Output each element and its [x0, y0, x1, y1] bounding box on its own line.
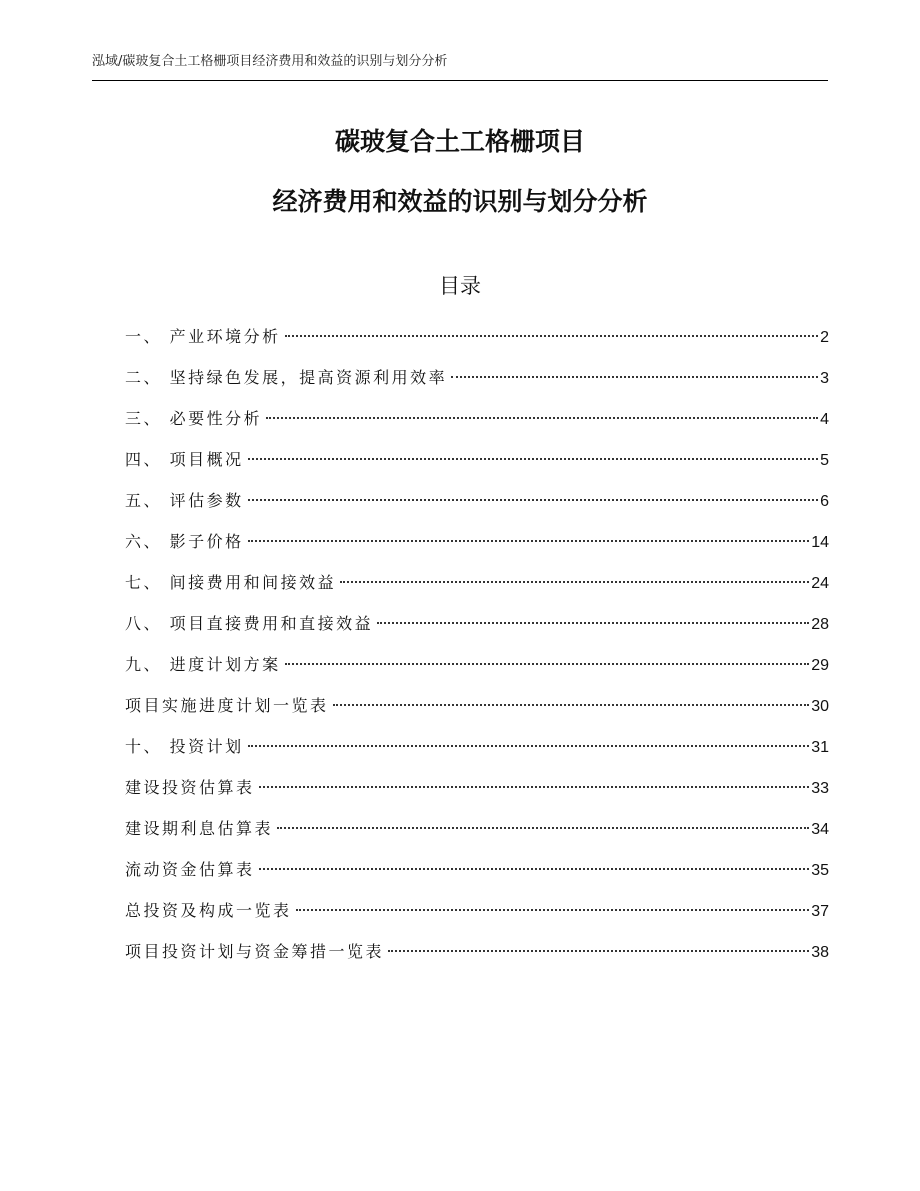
toc-entry-page: 37 [811, 903, 829, 920]
toc-entry[interactable] [125, 691, 829, 732]
toc-dot-leader [285, 663, 810, 665]
toc-entry-page: 5 [820, 452, 829, 469]
toc-entry-page: 33 [811, 780, 829, 797]
toc-dot-leader [377, 622, 809, 624]
toc-entry[interactable] [125, 773, 829, 814]
toc-dot-leader [248, 745, 810, 747]
toc-entry-label: 七、 间接费用和间接效益 [125, 573, 337, 592]
toc-entry-label: 项目投资计划与资金筹措一览表 [125, 942, 385, 961]
toc-entry[interactable] [125, 855, 829, 896]
toc-entry-page: 31 [811, 739, 829, 756]
toc-dot-leader [259, 786, 810, 788]
toc-heading: 目录 [439, 274, 481, 298]
toc-entry-label: 一、 产业环境分析 [125, 327, 281, 346]
document-title-line-2: 经济费用和效益的识别与划分分析 [272, 187, 648, 216]
toc-entry[interactable] [125, 937, 829, 978]
toc-entry[interactable] [125, 445, 829, 486]
toc-dot-leader [259, 868, 810, 870]
toc-entry-label: 六、 影子价格 [125, 532, 244, 551]
toc-dot-leader [333, 704, 810, 706]
toc-entry-page: 35 [811, 862, 829, 879]
toc-dot-leader [248, 540, 810, 542]
toc-entry-page: 28 [811, 616, 829, 633]
toc-dot-leader [296, 909, 810, 911]
toc-entry-page: 38 [811, 944, 829, 961]
toc-dot-leader [285, 335, 819, 337]
toc-entry[interactable] [125, 896, 829, 937]
toc-entry-label: 四、 项目概况 [125, 450, 244, 469]
toc-dot-leader [451, 376, 818, 378]
toc-entry-label: 二、 坚持绿色发展，提高资源利用效率 [125, 368, 448, 387]
toc-entry[interactable] [125, 650, 829, 691]
toc-entry[interactable] [125, 732, 829, 773]
toc-entry-label: 三、 必要性分析 [125, 409, 263, 428]
toc-entry-page: 29 [811, 657, 829, 674]
toc-entry[interactable] [125, 527, 829, 568]
toc-entry[interactable] [125, 814, 829, 855]
toc-dot-leader [340, 581, 809, 583]
toc-entry-label: 八、 项目直接费用和直接效益 [125, 614, 374, 633]
toc-entry-label: 项目实施进度计划一览表 [125, 696, 329, 715]
toc-entry-page: 34 [811, 821, 829, 838]
toc-entry-label: 十、 投资计划 [125, 737, 244, 756]
toc-entry-page: 14 [811, 534, 829, 551]
toc-dot-leader [248, 458, 819, 460]
toc-entry-label: 建设投资估算表 [125, 778, 255, 797]
toc-entry-label: 九、 进度计划方案 [125, 655, 281, 674]
toc-entry-label: 总投资及构成一览表 [125, 901, 292, 920]
toc-dot-leader [277, 827, 809, 829]
toc-entry-label: 建设期利息估算表 [125, 819, 274, 838]
toc-entry-page: 2 [820, 329, 829, 346]
toc-entry-label: 流动资金估算表 [125, 860, 255, 879]
toc-entry-page: 6 [820, 493, 829, 510]
toc-dot-leader [388, 950, 809, 952]
toc-entry[interactable] [125, 568, 829, 609]
toc-entry[interactable] [125, 363, 829, 404]
document-title-line-1: 碳玻复合土工格栅项目 [334, 127, 585, 156]
table-of-contents [125, 322, 829, 978]
toc-entry-page: 3 [820, 370, 829, 387]
toc-entry-page: 24 [811, 575, 829, 592]
toc-entry[interactable] [125, 404, 829, 445]
toc-entry-label: 五、 评估参数 [125, 491, 244, 510]
toc-entry[interactable] [125, 486, 829, 527]
toc-dot-leader [248, 499, 819, 501]
toc-dot-leader [266, 417, 818, 419]
toc-entry-page: 4 [820, 411, 829, 428]
running-header: 泓域/碳玻复合土工格栅项目经济费用和效益的识别与划分分析 [92, 52, 828, 81]
toc-entry[interactable] [125, 322, 829, 363]
toc-entry-page: 30 [811, 698, 829, 715]
toc-entry[interactable] [125, 609, 829, 650]
